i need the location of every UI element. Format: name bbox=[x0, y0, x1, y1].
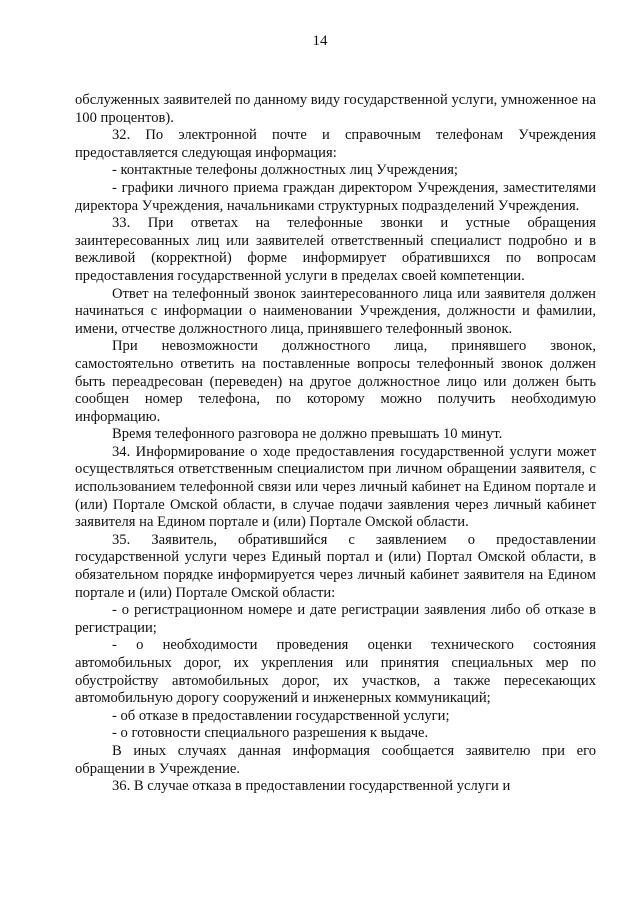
paragraph-continuation: обслуженных заявителей по данному виду государственной услуги, умноженное на 100 процентов). bbox=[75, 92, 596, 126]
list-item-technical-assessment: - о необходимости проведения оценки технического состояния автомобильных дорог, их укрепления или принятия специальных мер по обустройству автомобильных дорог, их участков, а также пересекающих автомобильную дорогу сооружений и инженерных коммуникаций; bbox=[75, 637, 596, 707]
paragraph-34: 34. Информирование о ходе предоставления государственной услуги может осуществляться ответственным специалистом при личном обращении заявителя, с использованием телефонной связи или через личный кабинет на Едином портале и (или) Портале Омской области, в случае подачи заявления через личный кабинет заявителя на Едином портале и (или) Портале Омской области. bbox=[75, 443, 596, 531]
page-number: 14 bbox=[312, 33, 328, 49]
paragraph-32: 32. По электронной почте и справочным телефонам Учреждения предоставляется следующая информация: bbox=[75, 127, 596, 161]
list-item-reception-schedule: - графики личного приема граждан директором Учреждения, заместителями директора Учреждения, начальниками структурных подразделений Учреждения. bbox=[75, 179, 596, 214]
list-item-refusal: - об отказе в предоставлении государственной услуги; bbox=[112, 707, 450, 724]
paragraph-35: 35. Заявитель, обратившийся с заявлением о предоставлении государственной услуги через Единый портал и (или) Портал Омской области, в обязательном порядке информируется через личный кабинет заявителя на Едином портале и (или) Портале Омской области: bbox=[75, 531, 596, 601]
paragraph-phone-answer: Ответ на телефонный звонок заинтересованного лица или заявителя должен начинаться с информации о наименовании Учреждения, должности и фамилии, имени, отчестве должностного лица, принявшего телефонный звонок. bbox=[75, 285, 596, 337]
list-item-registration: - о регистрационном номере и дате регистрации заявления либо об отказе в регистрации; bbox=[75, 602, 596, 636]
paragraph-call-redirect: При невозможности должностного лица, принявшего звонок, самостоятельно ответить на поставленные вопросы телефонный звонок должен быть переадресован (переведен) на другое должностное лицо или должен быть сообщен номер телефона, по которому можно получить необходимую информацию. bbox=[75, 338, 596, 425]
list-item-readiness: - о готовности специального разрешения к выдаче. bbox=[112, 725, 429, 742]
paragraph-36: 36. В случае отказа в предоставлении государственной услуги и bbox=[112, 778, 511, 795]
list-item-contact-phones: - контактные телефоны должностных лиц Учреждения; bbox=[112, 162, 458, 179]
paragraph-other-cases: В иных случаях данная информация сообщается заявителю при его обращении в Учреждение. bbox=[75, 742, 596, 777]
paragraph-33: 33. При ответах на телефонные звонки и устные обращения заинтересованных лиц или заявителей ответственный специалист подробно и в вежливой (корректной) форме информирует обратившихся по вопросам предоставления государственной услуги в пределах своей компетенции. bbox=[75, 215, 596, 284]
page-body bbox=[75, 92, 596, 796]
paragraph-call-duration: Время телефонного разговора не должно превышать 10 минут. bbox=[112, 426, 503, 443]
